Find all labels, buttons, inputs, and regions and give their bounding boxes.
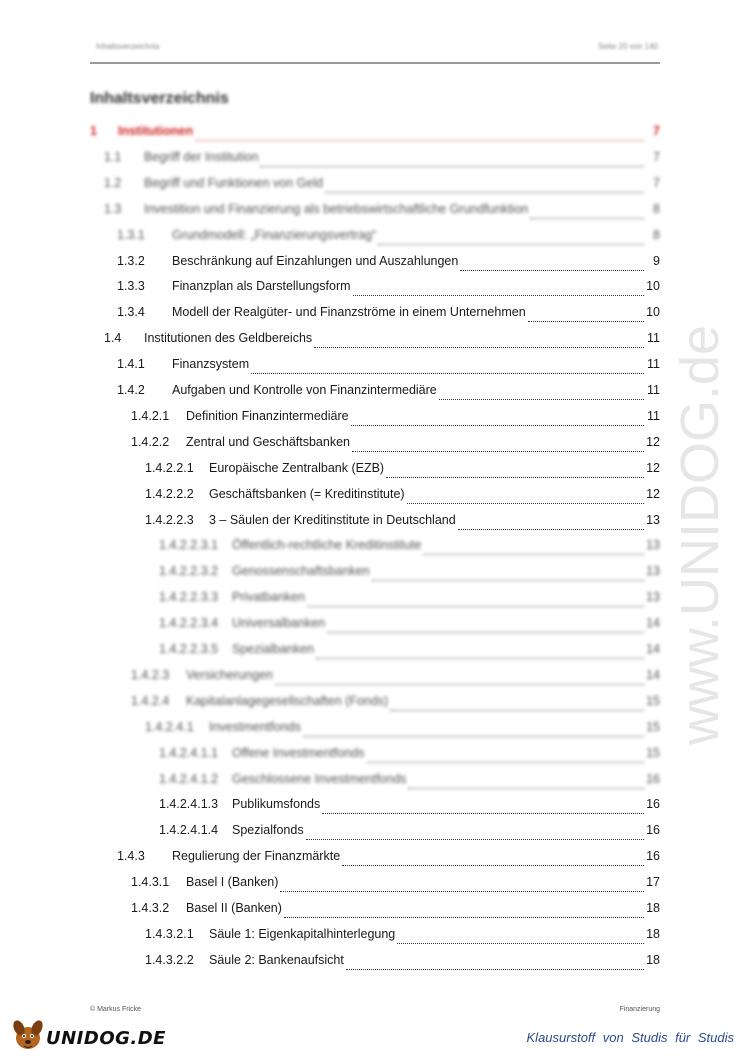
toc-leader-dots [367, 762, 645, 763]
toc-entry-page: 11 [647, 331, 660, 346]
toc-leader-dots [314, 347, 644, 348]
toc-leader-dots [306, 839, 644, 840]
toc-entry-number: 1.4.3.2.2 [145, 952, 194, 967]
toc-leader-dots [351, 425, 644, 426]
toc-entry-page: 14 [646, 667, 660, 682]
toc-leader-dots [390, 710, 644, 711]
toc-leader-dots [342, 865, 644, 866]
toc-entry-number: 1.4.2.2.3 [145, 512, 194, 527]
toc-entry-label: Definition Finanzintermediäre [186, 408, 349, 423]
toc-entry-page: 13 [646, 590, 660, 605]
toc-entry[interactable] [90, 694, 660, 714]
toc-entry-label: Grundmodell: „Finanzierungsvertrag“ [172, 227, 377, 242]
unidog-logo[interactable] [6, 1018, 166, 1054]
toc-entry-number: 1.4.2.2.3.2 [159, 564, 219, 579]
toc-entry-label: Säule 2: Bankenaufsicht [209, 952, 344, 967]
toc-entry[interactable] [90, 254, 660, 274]
toc-entry-label: Universalbanken [232, 616, 326, 631]
toc-leader-dots [195, 140, 644, 141]
toc-leader-dots [423, 554, 644, 555]
toc-entry[interactable] [90, 331, 660, 351]
toc-entry-label: Genossenschaftsbanken [232, 564, 370, 579]
toc-entry-number: 1.4.2.4.1.1 [159, 745, 219, 760]
toc-entry[interactable] [90, 772, 660, 792]
toc-entry[interactable] [90, 357, 660, 377]
toc-entry-number: 1.4.3 [117, 849, 145, 864]
toc-entry[interactable] [90, 642, 660, 662]
toc-entry-number: 1.4 [104, 331, 122, 346]
toc-leader-dots [372, 580, 644, 581]
toc-entry-page: 15 [646, 693, 660, 708]
toc-entry-page: 15 [646, 745, 660, 760]
toc-entry-number: 1.3.4 [117, 305, 145, 320]
toc-leader-dots [280, 891, 644, 892]
toc-entry-label: Aufgaben und Kontrolle von Finanzintermediäre [172, 383, 437, 397]
toc-entry-number: 1.4.2.2.3.1 [159, 538, 219, 553]
toc-entry-label: Basel II (Banken) [186, 901, 282, 915]
toc-leader-dots [284, 917, 644, 918]
logo-text: UNIDOG.DE [46, 1028, 166, 1049]
toc-entry-label: 3 – Säulen der Kreditinstitute in Deutschland [209, 512, 456, 527]
toc-leader-dots [407, 503, 644, 504]
toc-entry-label: Zentral und Geschäftsbanken [186, 434, 350, 449]
toc-entry-number: 1.1 [104, 149, 122, 164]
toc-leader-dots [251, 373, 644, 374]
toc-leader-dots [386, 477, 644, 478]
toc-entry-page: 17 [646, 875, 660, 890]
toc-entry-label: Institutionen [118, 124, 193, 138]
toc-entry-page: 16 [646, 771, 660, 786]
toc-leader-dots [346, 969, 644, 970]
toc-entry-page: 11 [647, 357, 660, 372]
toc-entry[interactable] [90, 228, 660, 248]
toc-entry-label: Versicherungen [186, 667, 273, 682]
toc-entry-page: 18 [646, 901, 660, 915]
toc-entry[interactable] [90, 538, 660, 558]
toc-entry-page: 9 [653, 253, 660, 268]
toc-entry-label: Säule 1: Eigenkapitalhinterlegung [209, 926, 396, 941]
toc-entry-number: 1.4.2.4.1.2 [159, 771, 219, 786]
toc-entry-number: 1.4.3.2 [131, 901, 170, 915]
toc-entry[interactable] [90, 383, 660, 403]
page-header [90, 38, 660, 64]
toc-entry-page: 13 [646, 538, 660, 553]
toc-entry-label: Europäische Zentralbank (EZB) [209, 460, 385, 475]
toc-entry-page: 11 [647, 408, 660, 423]
toc-entry-page: 10 [646, 279, 660, 294]
page-title: Inhaltsverzeichnis [90, 90, 229, 107]
toc-entry-number: 1.4.2.2.1 [145, 460, 194, 475]
footer-subject: Finanzierung [619, 1006, 660, 1013]
toc-entry[interactable] [90, 823, 660, 843]
toc-entry-label: Beschränkung auf Einzahlungen und Auszahlungen [172, 253, 459, 268]
toc-entry[interactable] [90, 797, 660, 817]
toc-entry-number: 1.4.2.4.1 [145, 719, 194, 734]
toc-entry[interactable] [90, 305, 660, 325]
toc-entry[interactable] [90, 927, 660, 947]
toc-entry-number: 1.4.2.2.3.4 [159, 616, 219, 631]
toc-entry-label: Institutionen des Geldbereichs [144, 331, 313, 346]
toc-entry[interactable] [90, 953, 660, 973]
toc-entry-page: 8 [653, 227, 660, 242]
toc-entry-number: 1.3.1 [117, 227, 145, 242]
toc-entry-page: 7 [653, 149, 660, 164]
toc-entry[interactable] [90, 279, 660, 299]
toc-entry-label: Öffentlich-rechtliche Kreditinstitute [232, 538, 422, 553]
toc-entry-number: 1.4.2.2.3.3 [159, 590, 219, 605]
toc-entry-label: Publikumsfonds [232, 797, 321, 812]
toc-entry-page: 14 [646, 616, 660, 631]
toc-entry[interactable] [90, 461, 660, 481]
toc-entry-label: Modell der Realgüter- und Finanzströme in einem Unternehmen [172, 305, 526, 320]
footer-author: © Markus Fricke [90, 1006, 142, 1013]
toc-leader-dots [303, 736, 644, 737]
toc-entry-number: 1.3.2 [117, 253, 145, 268]
toc-entry-label: Privatbanken [232, 590, 305, 605]
toc-entry-label: Investmentfonds [209, 719, 301, 734]
toc-entry-number: 1.4.2.2.3.5 [159, 642, 219, 656]
toc-entry-page: 12 [646, 486, 660, 501]
toc-entry[interactable] [90, 435, 660, 455]
toc-entry-number: 1.4.2.2 [131, 434, 170, 449]
toc-entry-number: 1.4.2 [117, 383, 145, 397]
toc-leader-dots [458, 529, 644, 530]
toc-entry-page: 10 [646, 305, 660, 320]
toc-entry-label: Offene Investmentfonds [232, 745, 365, 760]
toc-entry-page: 11 [647, 383, 660, 397]
toc-leader-dots [397, 943, 644, 944]
tagline: Klausurstoff von Studis für Studis [526, 1030, 734, 1045]
toc-entry-page: 15 [646, 719, 660, 734]
toc-entry-label: Geschlossene Investmentfonds [232, 771, 407, 786]
toc-entry-number: 1 [90, 124, 97, 138]
toc-entry-page: 18 [646, 926, 660, 941]
toc-leader-dots [322, 813, 644, 814]
toc-entry-number: 1.4.2.4.1.3 [159, 797, 219, 812]
toc-entry-number: 1.4.2.3 [131, 667, 170, 682]
toc-entry[interactable] [90, 150, 660, 170]
toc-entry[interactable] [90, 564, 660, 584]
toc-entry-page: 7 [653, 124, 660, 138]
toc-entry-number: 1.3 [104, 201, 122, 216]
toc-entry[interactable] [90, 746, 660, 766]
toc-entry[interactable] [90, 875, 660, 895]
toc-entry-label: Finanzsystem [172, 357, 250, 372]
toc-entry[interactable] [90, 202, 660, 222]
toc-leader-dots [460, 270, 644, 271]
toc-leader-dots [530, 218, 644, 219]
toc-entry[interactable] [90, 590, 660, 610]
toc-leader-dots [353, 295, 644, 296]
toc-entry[interactable] [90, 668, 660, 688]
toc-entry[interactable] [90, 616, 660, 636]
toc-entry-label: Geschäftsbanken (= Kreditinstitute) [209, 486, 405, 501]
toc-entry-page: 7 [653, 175, 660, 190]
toc-entry-page: 18 [646, 952, 660, 967]
toc-entry-page: 12 [646, 434, 660, 449]
toc-leader-dots [528, 321, 644, 322]
toc-entry-number: 1.4.3.1 [131, 875, 170, 890]
header-left-text: Inhaltsverzeichnis [96, 42, 160, 51]
toc-entry-number: 1.2 [104, 175, 122, 190]
toc-entry[interactable] [90, 901, 660, 921]
toc-entry-number: 1.4.3.2.1 [145, 926, 194, 941]
toc-entry-page: 12 [646, 460, 660, 475]
toc-leader-dots [325, 192, 644, 193]
toc-entry-page: 13 [646, 512, 660, 527]
toc-entry[interactable] [90, 513, 660, 533]
header-page-info: Seite 20 von 140 [597, 42, 658, 51]
toc-entry-label: Begriff und Funktionen von Geld [144, 175, 324, 190]
toc-leader-dots [307, 606, 644, 607]
toc-entry[interactable] [90, 487, 660, 507]
toc-entry-label: Begriff der Institution [144, 149, 259, 164]
toc-entry-number: 1.4.2.1 [131, 408, 170, 423]
toc-entry-page: 16 [646, 797, 660, 812]
toc-leader-dots [378, 244, 644, 245]
toc-entry-label: Spezialbanken [232, 642, 315, 656]
toc-leader-dots [352, 451, 644, 452]
toc-entry-page: 16 [646, 823, 660, 838]
toc-leader-dots [275, 684, 644, 685]
toc-entry-page: 14 [646, 642, 660, 656]
toc-leader-dots [316, 658, 644, 659]
watermark [668, 280, 732, 750]
toc-entry-number: 1.3.3 [117, 279, 145, 294]
toc-entry-number: 1.4.2.4.1.4 [159, 823, 219, 838]
toc-entry[interactable] [90, 409, 660, 429]
toc-entry[interactable] [90, 720, 660, 740]
toc-leader-dots [408, 788, 644, 789]
toc-entry-label: Regulierung der Finanzmärkte [172, 849, 341, 864]
toc-entry-page: 16 [646, 849, 660, 864]
dog-icon [10, 1018, 46, 1052]
toc-entry-label: Spezialfonds [232, 823, 304, 838]
toc-leader-dots [327, 632, 644, 633]
toc-entry[interactable] [90, 849, 660, 869]
toc-entry-label: Kapitalanlagegesellschaften (Fonds) [186, 693, 389, 708]
toc-entry[interactable] [90, 176, 660, 196]
watermark-text: www.UNIDOG.de [670, 324, 730, 745]
toc-leader-dots [260, 166, 644, 167]
toc-entry-page: 13 [646, 564, 660, 579]
toc-leader-dots [439, 399, 644, 400]
toc-entry-number: 1.4.1 [117, 357, 145, 372]
toc-entry-label: Basel I (Banken) [186, 875, 279, 890]
toc-entry-number: 1.4.2.4 [131, 693, 170, 708]
toc-entry-number: 1.4.2.2.2 [145, 486, 194, 501]
toc-entry-page: 8 [653, 201, 660, 216]
toc-entry-label: Finanzplan als Darstellungsform [172, 279, 351, 294]
toc-entry-label: Investition und Finanzierung als betriebswirtschaftliche Grundfunktion [144, 201, 529, 216]
toc-entry[interactable] [90, 124, 660, 144]
